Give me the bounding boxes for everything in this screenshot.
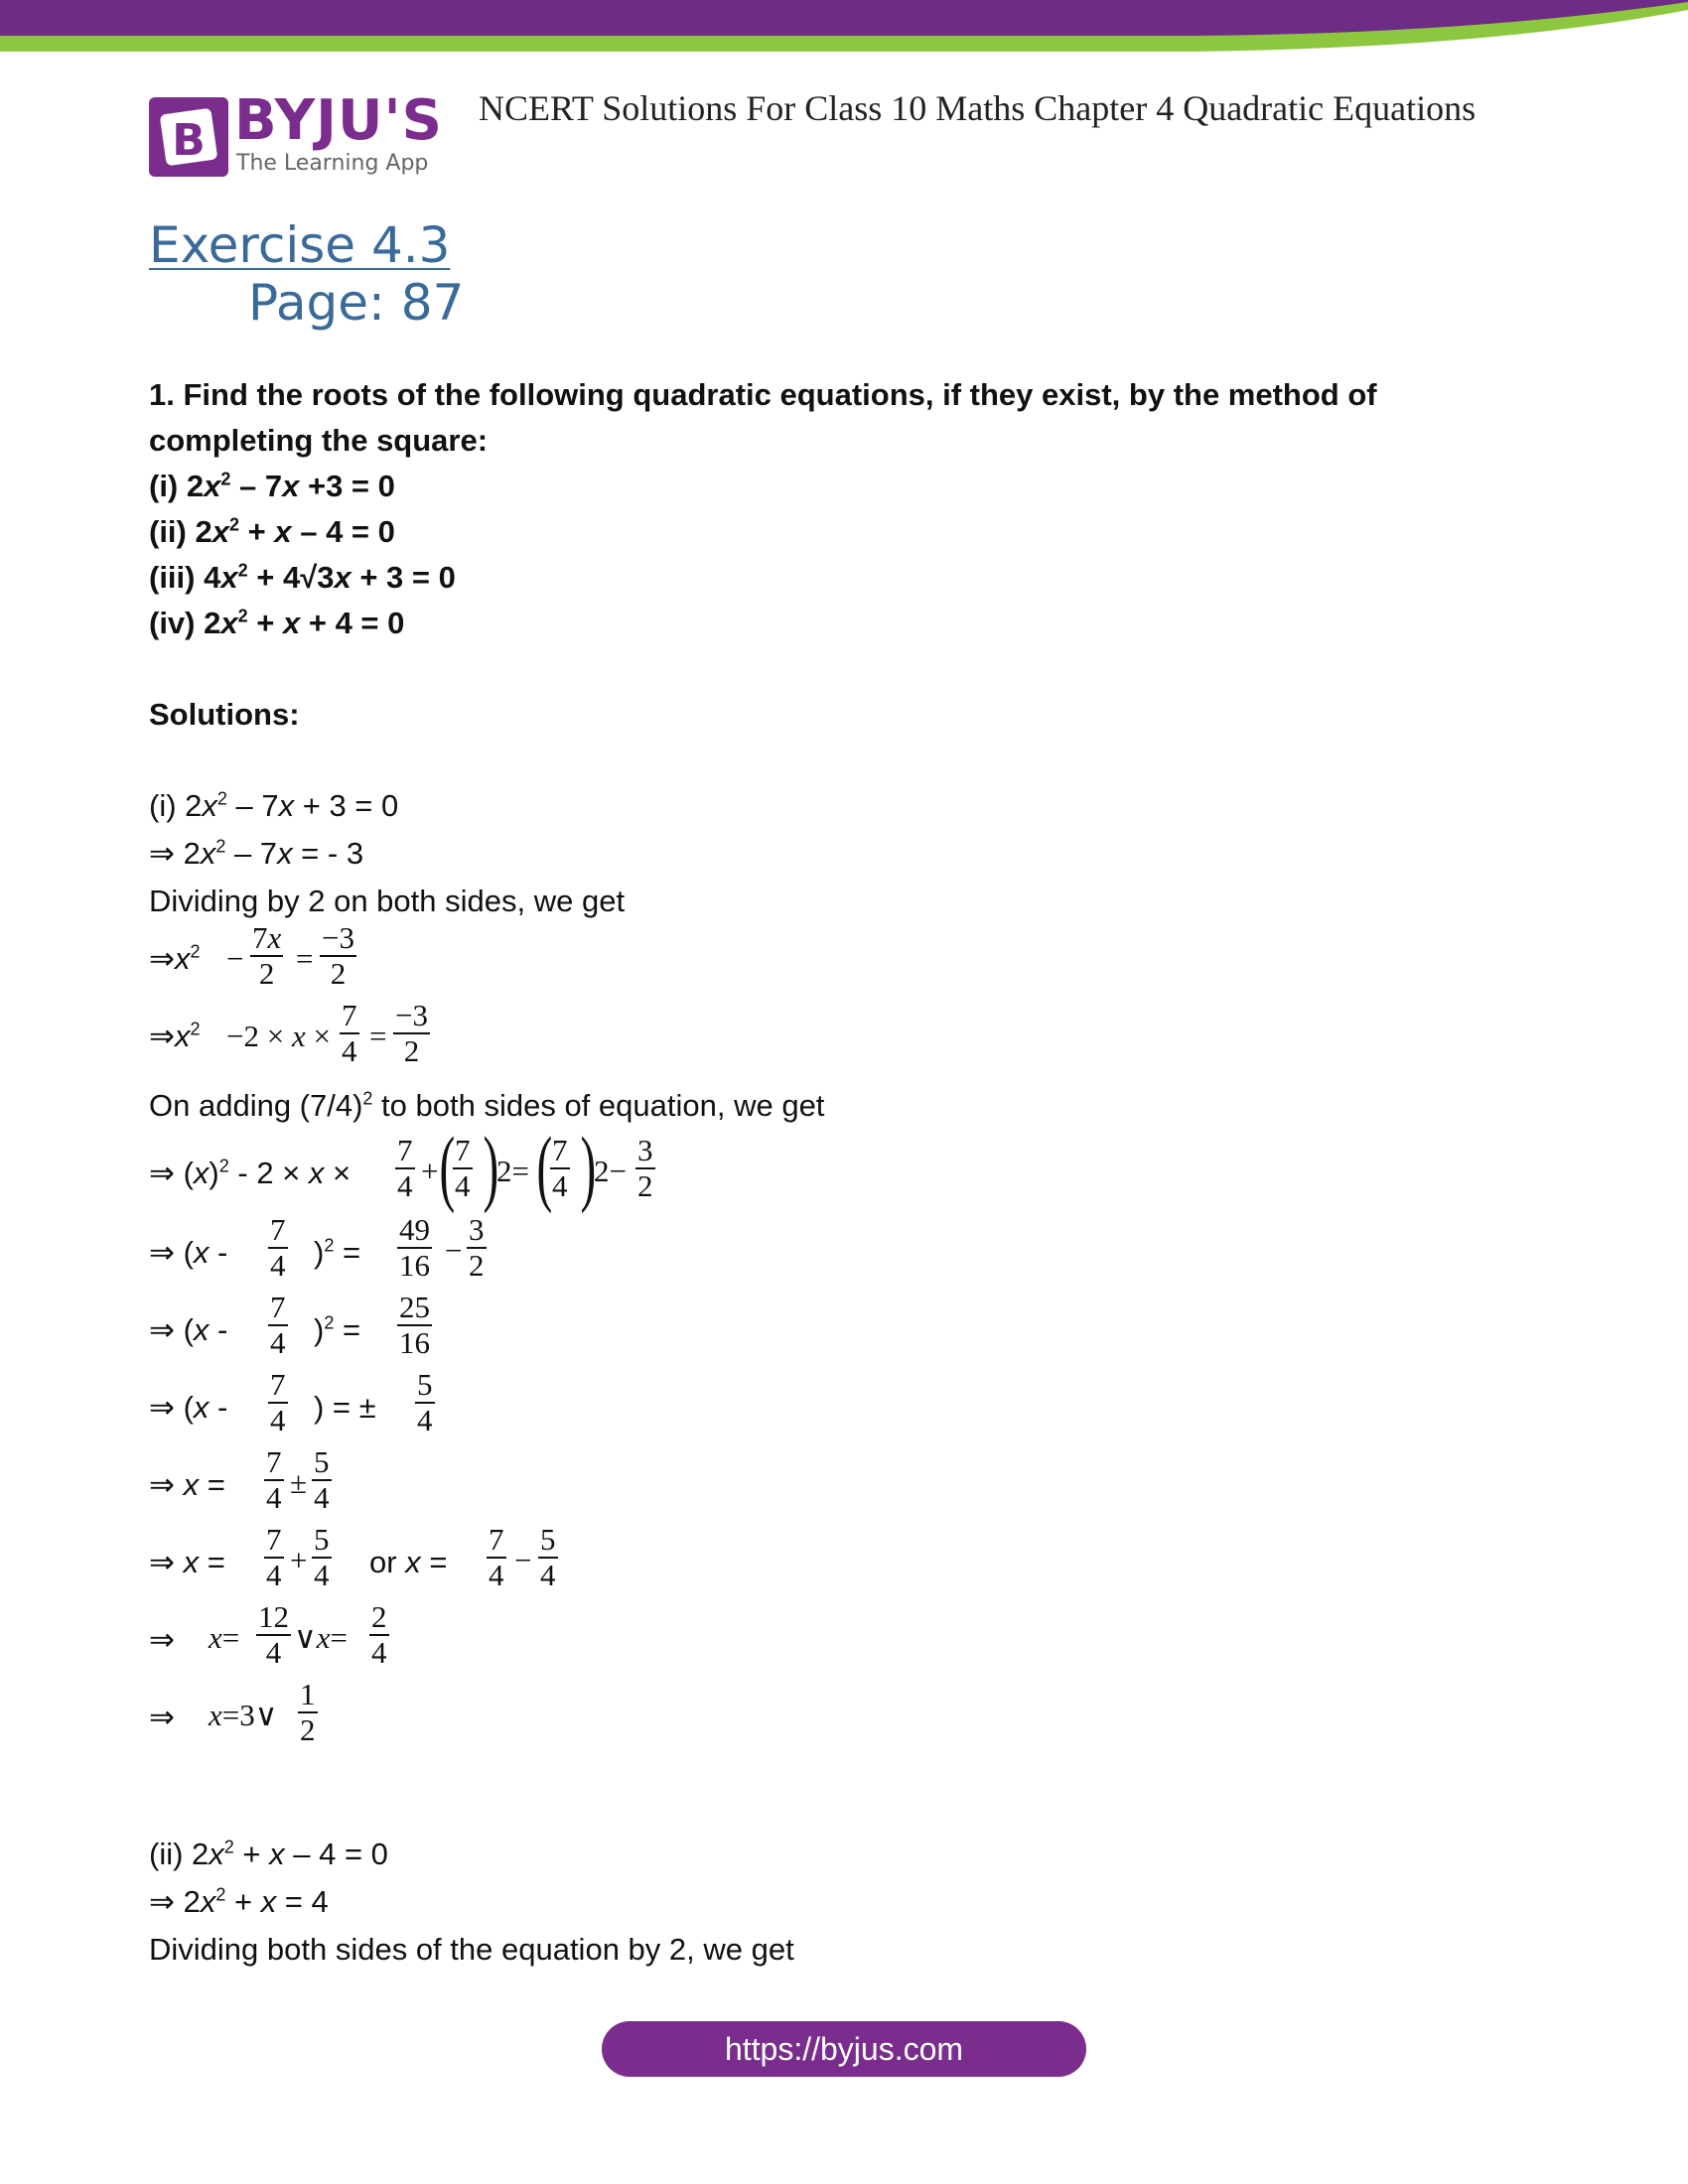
fraction: $\frac{3}{2}$ xyxy=(637,1133,653,1203)
fraction: $\frac{5}{4}$ xyxy=(417,1367,433,1437)
fraction: $\frac{1}{2}$ xyxy=(300,1677,316,1747)
sol1-step-f: ⇒ (x - xyxy=(149,1390,228,1425)
brand-tagline: The Learning App xyxy=(236,151,429,176)
svg-text:B: B xyxy=(172,115,206,166)
fraction: $\frac{7}{4}$ xyxy=(270,1290,286,1360)
fraction: $\frac{7x}{2}$ xyxy=(252,920,282,991)
exercise-title[interactable]: Exercise 4.3 xyxy=(149,216,451,274)
question-item-i: (i) $2x^2 - 7x +3 = 0$ xyxy=(149,469,395,503)
sol1-step-e: ⇒ (x - xyxy=(149,1312,228,1347)
fraction: $\frac{-3}{2}$ xyxy=(395,998,428,1068)
question-line-1: 1. Find the roots of the following quadratic equations, if they exist, by the method of xyxy=(149,377,1377,412)
fraction: $\frac{7}{4}$ xyxy=(397,1133,413,1203)
top-color-band xyxy=(0,0,1688,60)
sol1-step-i: ⇒ xyxy=(149,1622,175,1657)
page-number: Page: 87 xyxy=(248,274,465,332)
footer-url-link[interactable]: https://byjus.com xyxy=(602,2021,1086,2077)
sol1-step-g: ⇒ x = xyxy=(149,1467,225,1502)
sol1-step-a: $\Rightarrow x^2$ xyxy=(149,941,201,976)
fraction: $\frac{7}{4}$ xyxy=(342,998,357,1068)
sol1-line-2: ⇒ $2x^2 - 7x$ = - 3 xyxy=(149,836,364,871)
sol1-dividing-text: Dividing by 2 on both sides, we get xyxy=(149,884,626,918)
fraction: $\frac{7}{4}$ xyxy=(270,1367,286,1437)
question-item-iii: (iii) $4x^2 + 4√3x + 3 = 0$ xyxy=(149,560,456,595)
sol2-line-1: (ii) $2x^2 + x - 4 = 0$ xyxy=(149,1837,388,1871)
sol2-line-2: ⇒ $2x^2 + x = 4$ xyxy=(149,1884,329,1919)
fraction: $\frac{3}{2}$ xyxy=(469,1212,485,1283)
sol1-step-c: ⇒ $(x)^2 - 2 \times x$ × xyxy=(149,1156,352,1190)
fraction: $\frac{7}{4}$ xyxy=(266,1444,282,1515)
sol1-adding-text: On adding $(7/4)^2$ to both sides of equation, we get xyxy=(149,1088,825,1123)
sol1-step-h: ⇒ x = xyxy=(149,1545,225,1579)
fraction: $\frac{7}{4}$ xyxy=(455,1133,471,1203)
brand-name: BYJU'S xyxy=(234,88,443,153)
fraction: $\frac{7}{4}$ xyxy=(270,1212,286,1283)
fraction: $\frac{5}{4}$ xyxy=(540,1522,556,1592)
fraction: $\frac{2}{4}$ xyxy=(371,1599,387,1670)
byjus-logo xyxy=(149,97,228,177)
fraction: $\frac{-3}{2}$ xyxy=(322,920,354,991)
sol2-dividing-text: Dividing both sides of the equation by 2, we get xyxy=(149,1932,794,1967)
fraction: $\frac{12}{4}$ xyxy=(258,1599,289,1670)
question-item-ii: (ii) $2x^2 + x - 4 = 0$ xyxy=(149,514,395,549)
question-line-2: completing the square: xyxy=(149,423,489,458)
fraction: $\frac{5}{4}$ xyxy=(314,1522,330,1592)
sol1-step-d: ⇒ (x - xyxy=(149,1235,228,1270)
fraction: $\frac{5}{4}$ xyxy=(314,1444,330,1515)
fraction: $\frac{49}{16}$ xyxy=(399,1212,430,1283)
fraction: $\frac{7}{4}$ xyxy=(266,1522,282,1592)
document-title: NCERT Solutions For Class 10 Maths Chapter 4 Quadratic Equations xyxy=(479,88,1477,128)
sol1-step-j: ⇒ xyxy=(149,1700,175,1734)
fraction: $\frac{25}{16}$ xyxy=(399,1290,430,1360)
sol1-step-b: $\Rightarrow x^2$ xyxy=(149,1019,201,1053)
fraction: $\frac{7}{4}$ xyxy=(552,1133,568,1203)
question-item-iv: (iv) $2x^2 + x + 4 = 0$ xyxy=(149,606,405,640)
or-word: or xyxy=(369,1545,397,1579)
fraction: $\frac{7}{4}$ xyxy=(489,1522,504,1592)
solutions-heading: Solutions: xyxy=(149,697,300,732)
sol1-line-1: (i) $2x^2 - 7x + 3 = 0$ xyxy=(149,788,399,823)
